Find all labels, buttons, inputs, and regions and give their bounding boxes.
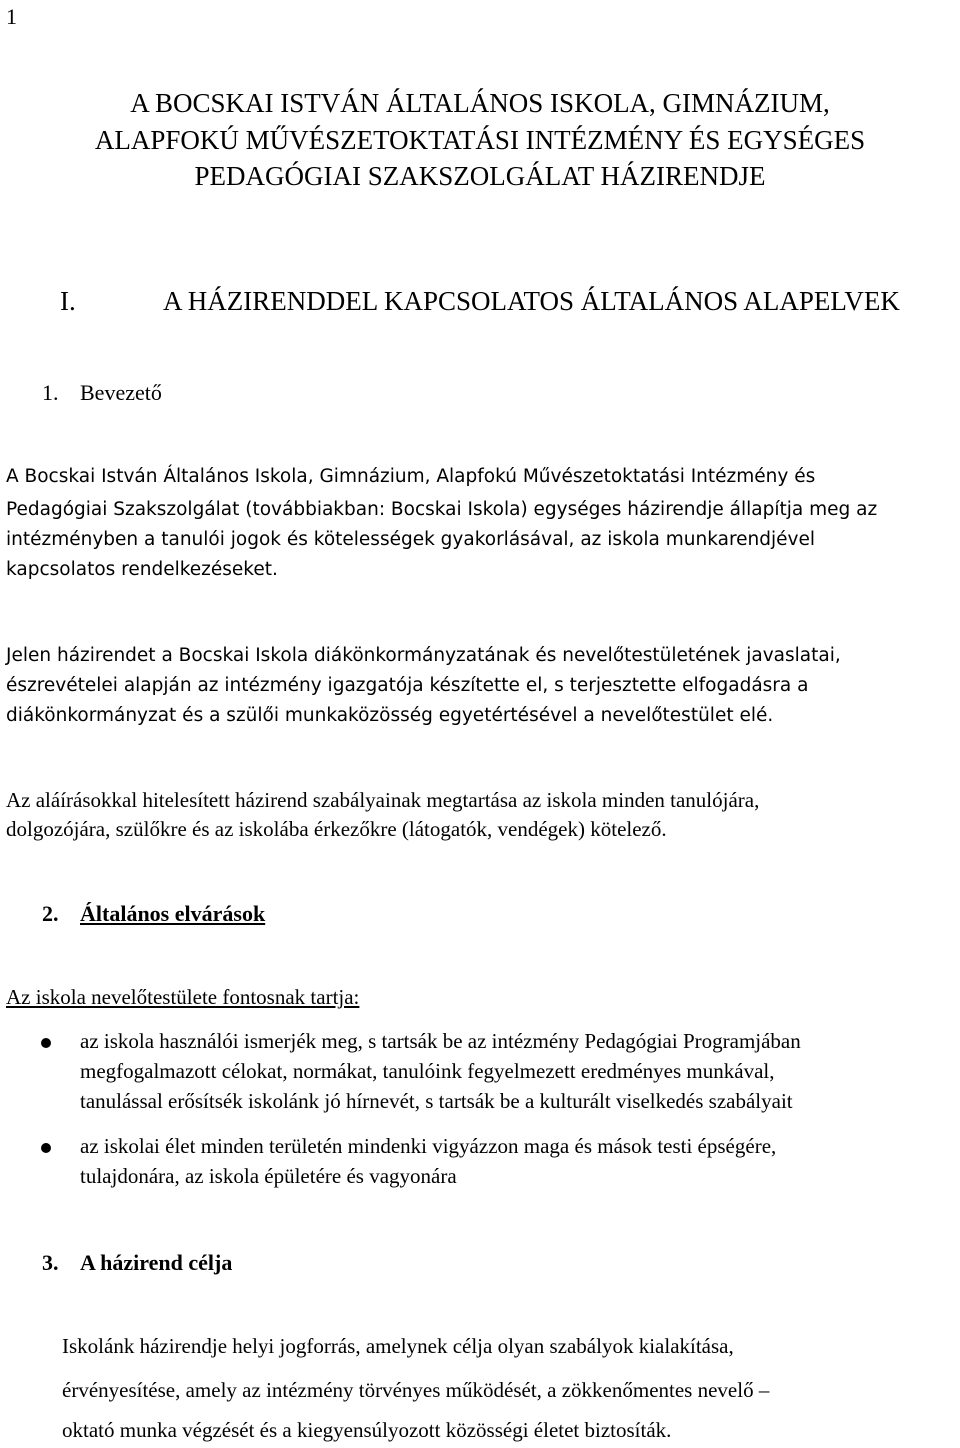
paragraph-line: intézményben a tanulói jogok és kötelességek gyakorlásával, az iskola munkarendjével <box>6 529 815 550</box>
bullet-icon <box>41 1038 51 1048</box>
section-title: A HÁZIRENDDEL KAPCSOLATOS ÁLTALÁNOS ALAPELVEK <box>163 286 900 316</box>
paragraph-line: Jelen házirendet a Bocskai Iskola diákönkormányzatának és nevelőtestületének javaslatai, <box>6 645 841 666</box>
list-item-line: megfogalmazott célokat, normákat, tanulóink fegyelmezett eredményes munkával, <box>80 1059 775 1083</box>
paragraph-line: kapcsolatos rendelkezéseket. <box>6 559 278 580</box>
page-number: 1 <box>6 4 17 29</box>
paragraph-line: Pedagógiai Szakszolgálat (továbbiakban: Bocskai Iskola) egységes házirendje állapítja meg az <box>6 499 878 520</box>
paragraph-line: Iskolánk házirendje helyi jogforrás, amelynek célja olyan szabályok kialakítása, <box>62 1334 734 1358</box>
subsection-2-number: 2. <box>42 901 59 926</box>
paragraph-line: Az aláírásokkal hitelesített házirend szabályainak megtartása az iskola minden tanulójára, <box>6 788 760 812</box>
paragraph-line: érvényesítése, amely az intézmény törvényes működését, a zökkenőmentes nevelő – <box>62 1378 770 1402</box>
subsection-1-title: Bevezető <box>80 380 162 405</box>
paragraph-line: diákönkormányzat és a szülői munkaközösség egyetértésével a nevelőtestület elé. <box>6 705 774 726</box>
title-line-2: ALAPFOKÚ MŰVÉSZETOKTATÁSI INTÉZMÉNY ÉS EGYSÉGES <box>94 125 866 155</box>
title-line-3: PEDAGÓGIAI SZAKSZOLGÁLAT HÁZIRENDJE <box>194 161 766 191</box>
paragraph-line: észrevételei alapján az intézmény igazgatója készítette el, s terjesztette elfogadásra a <box>6 675 809 696</box>
paragraph-line: oktató munka végzését és a kiegyensúlyozott közösségi életet biztosíták. <box>62 1418 672 1442</box>
list-item-line: az iskolai élet minden területén mindenki vigyázzon maga és mások testi épségére, <box>80 1134 777 1158</box>
section-number: I. <box>60 286 76 316</box>
subsection-2-title: Általános elvárások <box>80 901 266 926</box>
paragraph-line: dolgozójára, szülőkre és az iskolába érkezőkre (látogatók, vendégek) kötelező. <box>6 817 667 841</box>
paragraph-line: A Bocskai István Általános Iskola, Gimnázium, Alapfokú Művészetoktatási Intézmény és <box>6 466 816 487</box>
list-item-line: tulajdonára, az iskola épületére és vagyonára <box>80 1164 457 1188</box>
subsection-3-number: 3. <box>42 1250 59 1275</box>
subsection-3-title: A házirend célja <box>80 1250 233 1275</box>
bullet-icon <box>41 1143 51 1153</box>
list-item-line: az iskola használói ismerjék meg, s tartsák be az intézmény Pedagógiai Programjában <box>80 1029 801 1053</box>
expectations-intro: Az iskola nevelőtestülete fontosnak tartja: <box>6 985 360 1009</box>
subsection-1-number: 1. <box>42 380 59 405</box>
list-item-line: tanulással erősítsék iskolánk jó hírnevét, s tartsák be a kulturált viselkedés szabályait <box>80 1089 793 1113</box>
title-line-1: A BOCSKAI ISTVÁN ÁLTALÁNOS ISKOLA, GIMNÁZIUM, <box>130 88 830 118</box>
